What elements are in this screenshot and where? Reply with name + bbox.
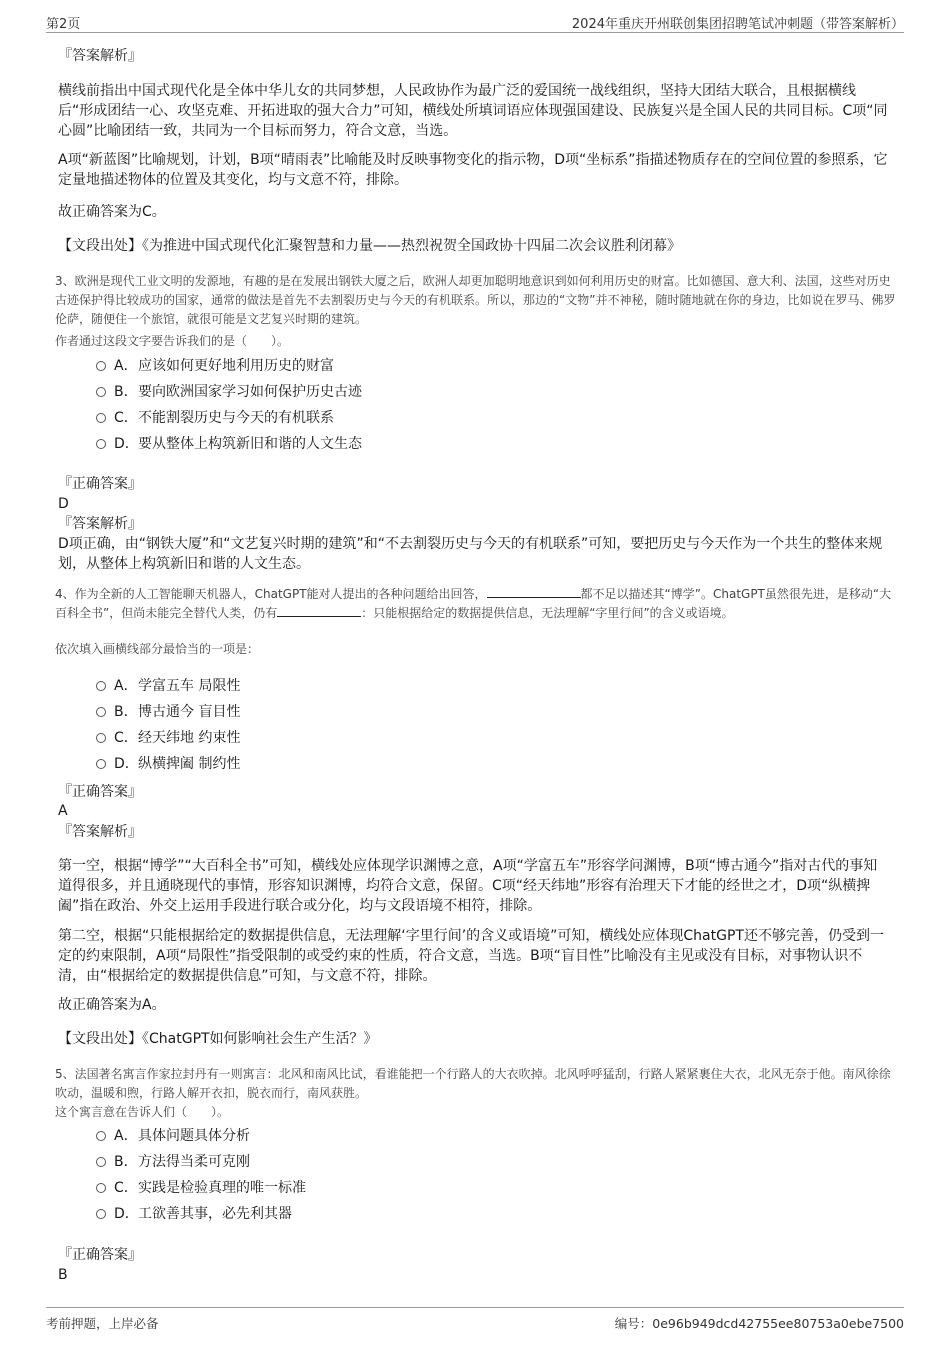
q2-source: 【文段出处】《为推进中国式现代化汇聚智慧和力量——热烈祝贺全国政协十四届二次会议胜利闭幕》 (58, 238, 681, 254)
q4-question: 依次填入画横线部分最恰当的一项是： (55, 642, 260, 656)
radio-icon[interactable] (96, 707, 106, 717)
page-footer (46, 1307, 904, 1336)
radio-icon[interactable] (96, 1131, 106, 1141)
q5-answer-label: 『正确答案』 (58, 1247, 142, 1263)
blank-2 (277, 604, 361, 617)
radio-icon[interactable] (96, 439, 106, 449)
q4-option-d[interactable]: D．纵横捭阖 制约性 (96, 754, 240, 774)
q3-option-b[interactable]: B．要向欧洲国家学习如何保护历史古迹 (96, 382, 362, 402)
q4-analysis-label: 『答案解析』 (58, 824, 142, 840)
radio-icon[interactable] (96, 759, 106, 769)
page-number: 第2页 (46, 17, 81, 32)
q3-option-a[interactable]: A．应该如何更好地利用历史的财富 (96, 356, 334, 376)
radio-icon[interactable] (96, 1183, 106, 1193)
document-title: 2024年重庆开州联创集团招聘笔试冲刺题（带答案解析） (571, 17, 904, 32)
q4-stem: 4、作为全新的人工智能聊天机器人，ChatGPT能对人提出的各种问题给出回答， 都不足以描述其“博学”。ChatGPT虽然很先进，是移动“大百科全书”，但尚未能完全替代人类，仍有 ：只能根据给定的数据提供信息，无法理解“字里行间”的含义或语境。 (55, 587, 892, 620)
q2-analysis-label: 『答案解析』 (58, 48, 142, 64)
q5-stem: 5、法国著名寓言作家拉封丹有一则寓言：北风和南风比试，看谁能把一个行路人的大衣吹掉。北风呼呼猛刮，行路人紧紧裹住大衣，北风无奈于他。南风徐徐吹动，温暖和煦，行路人解开衣扣，脱衣而行，南风获胜。 (55, 1067, 891, 1100)
radio-icon[interactable] (96, 1157, 106, 1167)
q4-analysis-p2: 第二空，根据“只能根据给定的数据提供信息，无法理解‘字里行间’的含义或语境”可知，横线处应体现ChatGPT还不够完善，仍受到一定的约束限制，A项“局限性”指受限制的或受约束的性质，符合文意，当选。B项“盲目性”比喻没有主见或没有目标，对事物认识不清，由“根据给定的数据提供信息”可知，与文意不符，排除。 (58, 928, 884, 984)
q5-option-b[interactable]: B．方法得当柔可克刚 (96, 1152, 250, 1172)
q2-analysis-p1: 横线前指出中国式现代化是全体中华儿女的共同梦想，人民政协作为最广泛的爱国统一战线组织，坚持大团结大联合，且根据横线后“形成团结一心、攻坚克难、开拓进取的强大合力”可知，横线处所填词语应体现强国建设、民族复兴是全国人民的共同目标。C项“同心圆”比喻团结一致，共同为一个目标而努力，符合文意，当选。 (58, 83, 888, 139)
q4-option-a[interactable]: A．学富五车 局限性 (96, 676, 240, 696)
footer-slogan: 考前押题，上岸必备 (46, 1316, 159, 1331)
page-header (46, 10, 904, 33)
q5-option-d[interactable]: D．工欲善其事，必先利其器 (96, 1204, 292, 1224)
q3-analysis: D项正确，由“钢铁大厦”和“文艺复兴时期的建筑”和“不去割裂历史与今天的有机联系”可知，要把历史与今天作为一个共生的整体来规划，从整体上构筑新旧和谐的人文生态。 (58, 536, 883, 572)
q4-analysis-p1: 第一空，根据“博学”“大百科全书”可知，横线处应体现学识渊博之意，A项“学富五车”形容学问渊博，B项“博古通今”指对古代的事知道得很多，并且通晓现代的事情，形容知识渊博，均符合文意，保留。C项“经天纬地”形容有治理天下才能的经世之才，D项“纵横捭阖”指在政治、外交上运用手段进行联合或分化，均与文段语境不相符，排除。 (58, 858, 878, 914)
radio-icon[interactable] (96, 387, 106, 397)
q3-question: 作者通过这段文字要告诉我们的是（ ）。 (55, 334, 290, 348)
radio-icon[interactable] (96, 733, 106, 743)
q3-analysis-label: 『答案解析』 (58, 516, 142, 532)
q4-final-answer: 故正确答案为A。 (58, 997, 166, 1013)
q5-question: 这个寓言意在告诉人们（ ）。 (55, 1105, 230, 1119)
q3-stem: 3、欧洲是现代工业文明的发源地，有趣的是在发展出钢铁大厦之后，欧洲人却更加聪明地意识到如何利用历史的财富。比如德国、意大利、法国，这些对历史古迹保护得比较成功的国家，通常的做法是首先不去割裂历史与今天的有机联系。所以，那边的“文物”并不神秘，随时随地就在你的身边，比如说在罗马、佛罗伦萨，随便住一个旅馆，就很可能是文艺复兴时期的建筑。 (55, 274, 896, 326)
q5-answer: B (58, 1267, 68, 1283)
q4-source: 【文段出处】《ChatGPT如何影响社会生产生活？》 (58, 1031, 378, 1047)
document-code: 编号：0e96b949dcd42755ee80753a0ebe7500 (614, 1316, 904, 1331)
q3-option-d[interactable]: D．要从整体上构筑新旧和谐的人文生态 (96, 434, 362, 454)
q5-option-a[interactable]: A．具体问题具体分析 (96, 1126, 250, 1146)
q4-option-c[interactable]: C．经天纬地 约束性 (96, 728, 240, 748)
radio-icon[interactable] (96, 1209, 106, 1219)
radio-icon[interactable] (96, 361, 106, 371)
q4-option-b[interactable]: B．博古通今 盲目性 (96, 702, 240, 722)
q2-final-answer: 故正确答案为C。 (58, 204, 166, 220)
q3-answer-label: 『正确答案』 (58, 476, 142, 492)
q3-answer: D (58, 496, 69, 512)
q4-answer-label: 『正确答案』 (58, 784, 142, 800)
q3-option-c[interactable]: C．不能割裂历史与今天的有机联系 (96, 408, 334, 428)
blank-1 (487, 585, 581, 598)
q2-analysis-p2: A项“新蓝图”比喻规划，计划，B项“晴雨表”比喻能及时反映事物变化的指示物，D项“坐标系”指描述物质存在的空间位置的参照系，它定量地描述物体的位置及其变化，均与文意不符，排除。 (58, 152, 888, 188)
radio-icon[interactable] (96, 681, 106, 691)
q5-option-c[interactable]: C．实践是检验真理的唯一标准 (96, 1178, 306, 1198)
radio-icon[interactable] (96, 413, 106, 423)
q4-answer: A (58, 803, 68, 819)
